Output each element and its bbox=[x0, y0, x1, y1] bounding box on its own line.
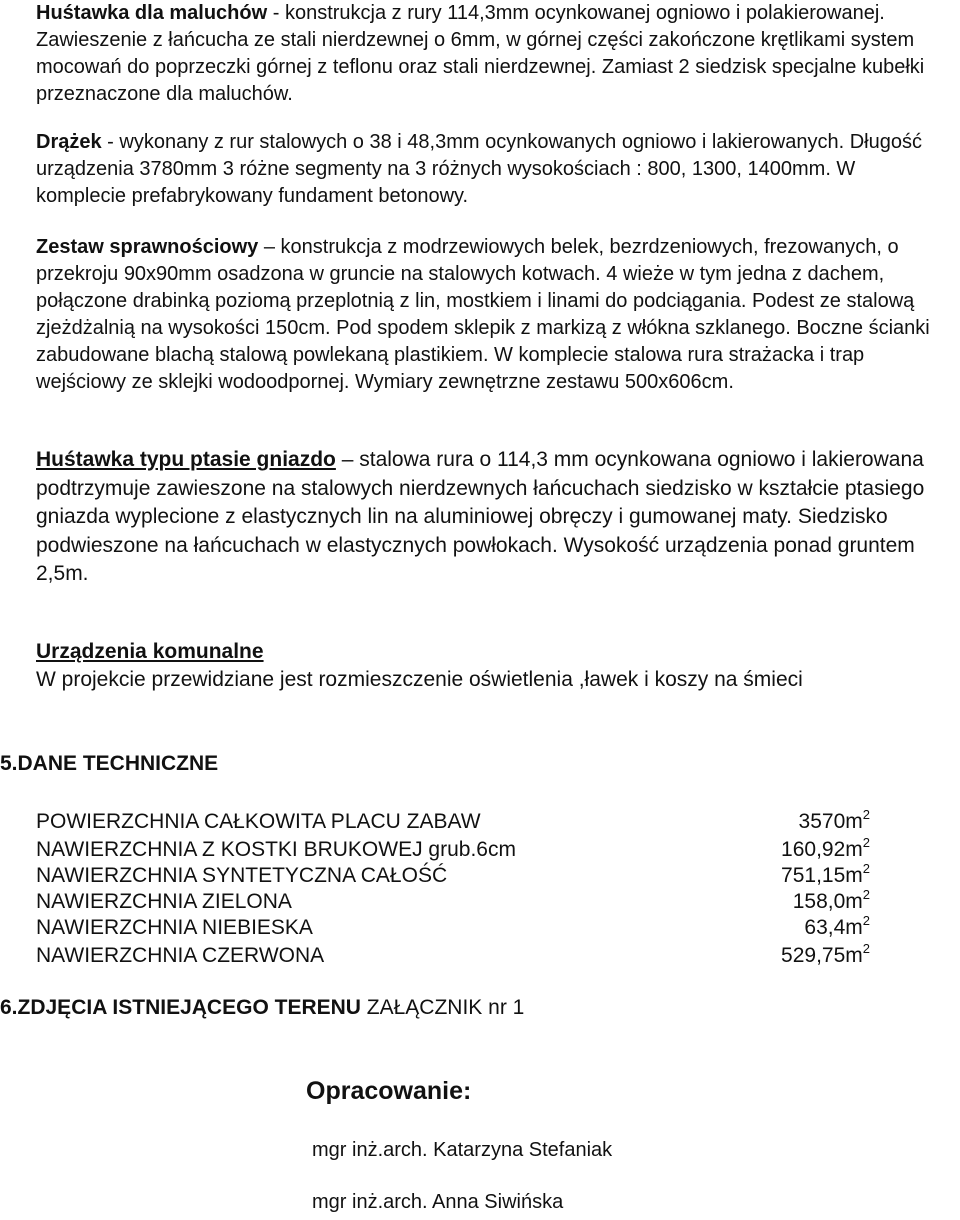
section6-attachment: ZAŁĄCZNIK nr 1 bbox=[360, 996, 525, 1019]
row-value: $751,15m^2$ bbox=[781, 861, 870, 887]
utilities-title: Urządzenia komunalne bbox=[36, 640, 264, 663]
swing-small-title: Huśtawka dla maluchów bbox=[36, 2, 268, 24]
nest-swing-title: Huśtawka typu ptasie gniazdo bbox=[36, 448, 336, 471]
paragraph-bar bbox=[36, 129, 936, 210]
row-label: NAWIERZCHNIA Z KOSTKI BRUKOWEJ grub.6cm bbox=[36, 838, 516, 861]
row-label: NAWIERZCHNIA SYNTETYCZNA CAŁOŚĆ bbox=[36, 864, 448, 887]
paragraph-fitness-set bbox=[36, 234, 936, 396]
paragraph-swing-small bbox=[36, 0, 936, 108]
prepared-by-title: Opracowanie: bbox=[306, 1077, 472, 1105]
paragraph-nest-swing bbox=[36, 446, 936, 589]
nest-swing-text: – stalowa rura o 114,3 mm ocynkowana ogniowo i lakierowana podtrzymuje zawieszone na stalowych nierdzewnych łańcuchach siedzisko w kształcie ptasiego gniazda wyplecione z elastycznych lin na aluminiowej obręczy i gumowanej maty. Siedzisko podwieszone na łańcuchach w elastycznych powłokach. Wysokość urządzenia ponad gruntem 2,5m. bbox=[36, 448, 925, 585]
fitness-set-title: Zestaw sprawnościowy bbox=[36, 236, 259, 258]
row-label: NAWIERZCHNIA CZERWONA bbox=[36, 944, 325, 967]
bar-text: - wykonany z rur stalowych o 38 i 48,3mm ocynkowanych ogniowo i lakierowanych. Długość urządzenia 3780mm 3 różne segmenty na 3 różnych wysokościach : 800, 1300, 1400mm. W komplecie prefabrykowany fundament betonowy. bbox=[36, 131, 922, 207]
section6-heading bbox=[0, 994, 524, 1022]
row-label: NAWIERZCHNIA ZIELONA bbox=[36, 890, 292, 913]
utilities-text: W projekcie przewidziane jest rozmieszczenie oświetlenia ,ławek i koszy na śmieci bbox=[36, 668, 803, 691]
row-value: $529,75m^2$ bbox=[781, 941, 870, 967]
row-value: $63,4m^2$ bbox=[804, 913, 870, 939]
bar-title: Drążek bbox=[36, 131, 102, 153]
swing-small-text: - konstrukcja z rury 114,3mm ocynkowanej ogniowo i polakierowanej. Zawieszenie z łańcucha ze stali nierdzewnej o 6mm, w górnej części zakończone krętlikami system mocowań do poprzeczki górnej z teflonu oraz stali nierdzewnej. Zamiast 2 siedzisk specjalne kubełki przeznaczone dla maluchów. bbox=[36, 2, 925, 105]
section6-title: 6.ZDJĘCIA ISTNIEJĄCEGO TERENU bbox=[0, 996, 361, 1019]
row-value: $158,0m^2$ bbox=[792, 887, 870, 913]
row-label: POWIERZCHNIA CAŁKOWITA PLACU ZABAW bbox=[36, 810, 481, 833]
section5-title: 5.DANE TECHNICZNE bbox=[0, 752, 219, 775]
author-name: mgr inż.arch. Katarzyna Stefaniak bbox=[312, 1139, 613, 1161]
row-value: $3570m^2$ bbox=[798, 807, 870, 833]
fitness-set-text: – konstrukcja z modrzewiowych belek, bezrdzeniowych, frezowanych, o przekroju 90x90mm osadzona w gruncie na stalowych kotwach. 4 wieże w tym jedna z dachem, połączone drabinką poziomą przeplotnią z lin, mostkiem i linami do podciągania. Podest ze stalową zjeżdżalnią na wysokości 150cm. Pod spodem sklepik z markizą z włókna szklanego. Boczne ścianki zabudowane blachą stalową powlekaną plastikiem. W komplecie stalowa rura strażacka i trap wejściowy ze sklejki wodoodpornej. Wymiary zewnętrzne zestawu 500x606cm. bbox=[36, 236, 930, 393]
row-value: $160,92m^2$ bbox=[781, 835, 870, 861]
author-name: mgr inż.arch. Anna Siwińska bbox=[312, 1191, 564, 1213]
row-label: NAWIERZCHNIA NIEBIESKA bbox=[36, 916, 313, 939]
